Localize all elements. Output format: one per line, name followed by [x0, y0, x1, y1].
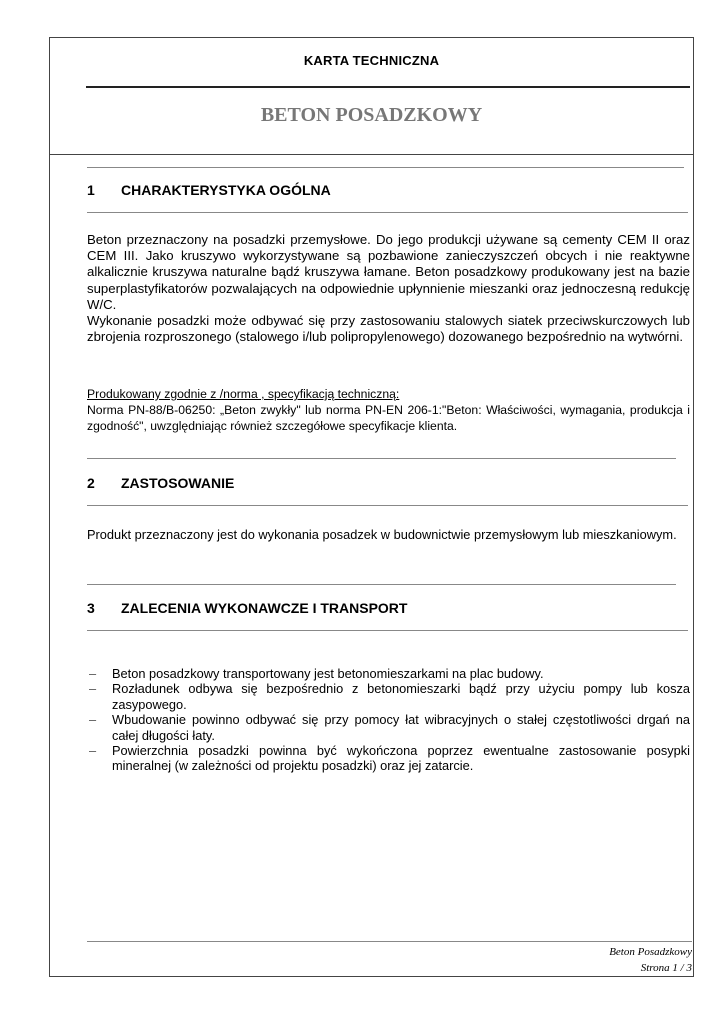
section-number: 2: [87, 475, 95, 491]
header-divider: [50, 154, 693, 155]
section-title: ZALECENIA WYKONAWCZE I TRANSPORT: [121, 600, 408, 616]
divider: [87, 458, 676, 459]
norm-block: [87, 386, 690, 434]
footer-divider: [87, 941, 692, 942]
paragraph: Wykonanie posadzki może odbywać się przy zastosowaniu stalowych siatek przeciwskurczowych lub zbrojenia rozproszonego (stalowego i/lub polipropylenowego) dozowanego bezpośrednio na wytwórni.: [87, 313, 690, 345]
bullet-dash: –: [89, 712, 97, 728]
paragraph: Produkt przeznaczony jest do wykonania posadzek w budownictwie przemysłowym lub mieszkaniowym.: [87, 527, 677, 542]
list-item: – Powierzchnia posadzki powinna być wykończona poprzez ewentualne zastosowanie posypki mineralnej (w zależności od projektu posadzki) oraz jej zatarcie.: [89, 743, 690, 774]
list-item: – Wbudowanie powinno odbywać się przy pomocy łat wibracyjnych o stałej częstotliwości drgań na całej długości łaty.: [89, 712, 690, 743]
document-title: BETON POSADZKOWY: [260, 104, 483, 126]
page-frame: [49, 37, 694, 977]
list-item: – Rozładunek odbywa się bezpośrednio z betonomieszarki bądź przy użyciu pompy lub kosza zasypowego.: [89, 681, 690, 712]
section-number: 1: [87, 182, 95, 198]
section-title: ZASTOSOWANIE: [121, 475, 235, 491]
list-item: – Beton posadzkowy transportowany jest betonomieszarkami na plac budowy.: [89, 666, 544, 681]
footer-product: Beton Posadzkowy: [609, 946, 692, 958]
section-heading-2: [87, 475, 234, 491]
recommendations-list: [87, 666, 690, 774]
paragraph: Beton przeznaczony na posadzki przemysłowe. Do jego produkcji używane są cementy CEM II oraz CEM III. Jako kruszywo wykorzystywane są pozbawione zanieczyszczeń obcych i nie reaktywne alkalicznie kruszywa naturalne bądź kruszywa łamane. Beton posadzkowy produkowany jest na bazie superplastyfikatorów pozwalających na odpowiednie upłynnienie mieszanki oraz jednoczesną redukcję W/C.: [87, 232, 690, 312]
bullet-dash: –: [89, 666, 97, 681]
section-heading-3: [87, 600, 407, 616]
divider: [87, 212, 688, 213]
section-2-body: [87, 526, 690, 543]
section-heading-1: [87, 182, 331, 198]
page-footer: [609, 944, 692, 976]
divider: [87, 584, 676, 585]
section-title: CHARAKTERYSTYKA OGÓLNA: [121, 182, 331, 198]
divider: [87, 167, 684, 168]
document-type: KARTA TECHNICZNA: [303, 53, 440, 68]
section-number: 3: [87, 600, 95, 616]
bullet-dash: –: [89, 743, 97, 759]
page-number: Strona 1 / 3: [640, 962, 692, 974]
bullet-dash: –: [89, 681, 97, 697]
divider: [87, 505, 688, 506]
section-1-body: [87, 232, 690, 345]
header-rule: [86, 86, 690, 88]
divider: [87, 630, 688, 631]
norm-text: Norma PN-88/B-06250: „Beton zwykły" lub norma PN-EN 206-1:"Beton: Właściwości, wymagania, produkcja i zgodność", uwzględniając również szczegółowe specyfikacje klienta.: [87, 403, 690, 433]
norm-heading: Produkowany zgodnie z /norma , specyfikacją techniczną:: [87, 387, 400, 401]
